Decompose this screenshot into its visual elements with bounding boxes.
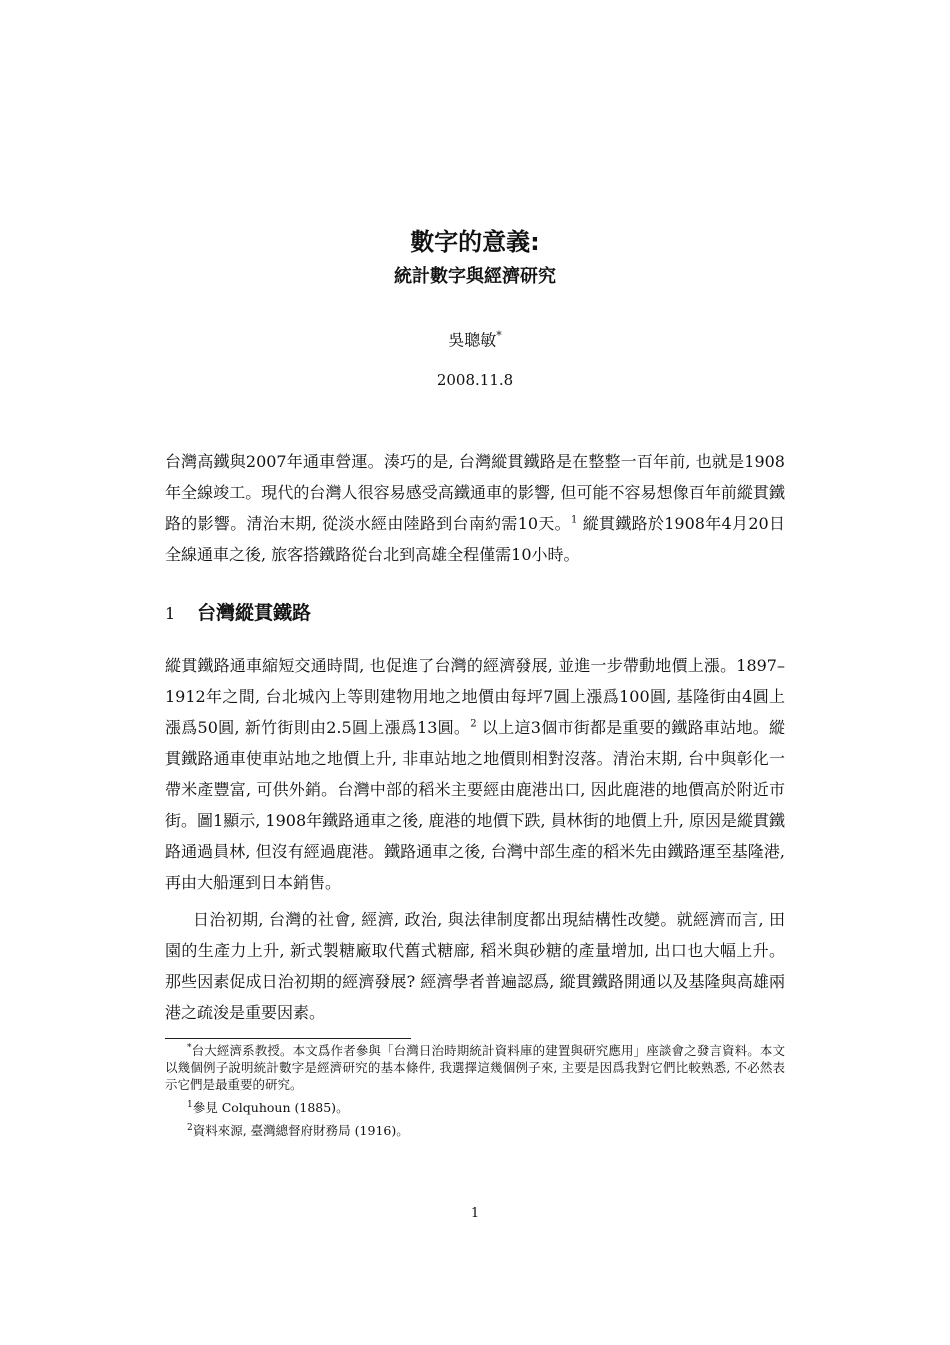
footnotes (165, 1042, 785, 1145)
footnote-mark: 2 (187, 1122, 193, 1133)
footnote-mark: * (187, 1042, 192, 1053)
paper-title: 數字的意義: (410, 228, 540, 256)
author-name: 吳聰敏 (448, 330, 497, 350)
footnote-mark: 1 (187, 1099, 193, 1110)
footnote-text: 資料來源, 臺灣總督府財務局 (1916)。 (192, 1123, 409, 1138)
railway-text-b: 以上這3個市街都是重要的鐵路車站地。縱貫鐵路通車使車站地之地價上升, 非車站地之地價則相對沒落。清治末期, 台中與彰化一帶米產豐富, 可供外銷。台灣中部的稻米主要經由鹿港出口, 因此鹿港的地價高於附近市街。圖1顯示, 1908年鐵路通車之後, 鹿港的地價下跌, 員林街的地價上升, 原因是縱貫鐵路通過員林, 但沒有經過鹿港。鐵路通車之後, 台灣中部生產的稻米先由鐵路運至基隆港, 再由大船運到日本銷售。 (165, 718, 785, 892)
footnote-text: 參見 Colquhoun (1885)。 (192, 1100, 349, 1115)
paper-date: 2008.11.8 (436, 371, 514, 389)
development-paragraph: 日治初期, 台灣的社會, 經濟, 政治, 與法律制度都出現結構性改變。就經濟而言, 田園的生產力上升, 新式製糖廠取代舊式糖廍, 稻米與砂糖的產量增加, 出口也大幅上升。那些因素促成日治初期的經濟發展? 經濟學者普遍認爲, 縱貫鐵路開通以及基隆與高雄兩港之疏浚是重要因素。 (165, 910, 785, 1022)
page-number: 1 (470, 1206, 480, 1221)
paper-subtitle: 統計數字與經濟研究 (394, 266, 556, 287)
footnote-divider (165, 1038, 411, 1039)
footnote-ref-2[interactable]: 2 (470, 718, 477, 730)
railway-text-a: 縱貫鐵路通車縮短交通時間, 也促進了台灣的經濟發展, 並進一步帶動地價上漲。1897–1912年之間, 台北城內上等則建物用地之地價由每坪7圓上漲爲100圓, 基隆街由4圓上漲爲50圓, 新竹街則由2.5圓上漲爲13圓。 (165, 656, 785, 737)
author-line (0, 324, 950, 352)
section-number: 1 (165, 604, 176, 623)
section-heading (165, 599, 785, 628)
footnote-text: 台大經濟系教授。本文爲作者參與「台灣日治時期統計資料庫的建置與研究應用」座談會之發言資料。本文以幾個例子說明統計數字是經濟研究的基本條件, 我選擇這幾個例子來, 主要是因爲我對它們比較熟悉, 不必然表示它們是最重要的研究。 (165, 1043, 785, 1092)
intro-text-b: 縱貫鐵路於1908年4月20日全線通車之後, 旅客搭鐵路從台北到高雄全程僅需10小時。 (165, 514, 785, 564)
author-footnote-mark[interactable]: * (496, 329, 502, 342)
footnote-2 (165, 1122, 785, 1139)
intro-text-a: 台灣高鐵與2007年通車營運。湊巧的是, 台灣縱貫鐵路是在整整一百年前, 也就是1908年全線竣工。現代的台灣人很容易感受高鐵通車的影響, 但可能不容易想像百年前縱貫鐵路的影響。清治末期, 從淡水經由陸路到台南約需10天。 (165, 452, 785, 533)
railway-paragraph (165, 650, 785, 898)
section-title: 台灣縱貫鐵路 (197, 602, 312, 624)
footnote-1 (165, 1099, 785, 1116)
footnote-ref-1[interactable]: 1 (570, 514, 578, 526)
intro-paragraph (165, 446, 785, 570)
footnote-author (165, 1042, 785, 1093)
